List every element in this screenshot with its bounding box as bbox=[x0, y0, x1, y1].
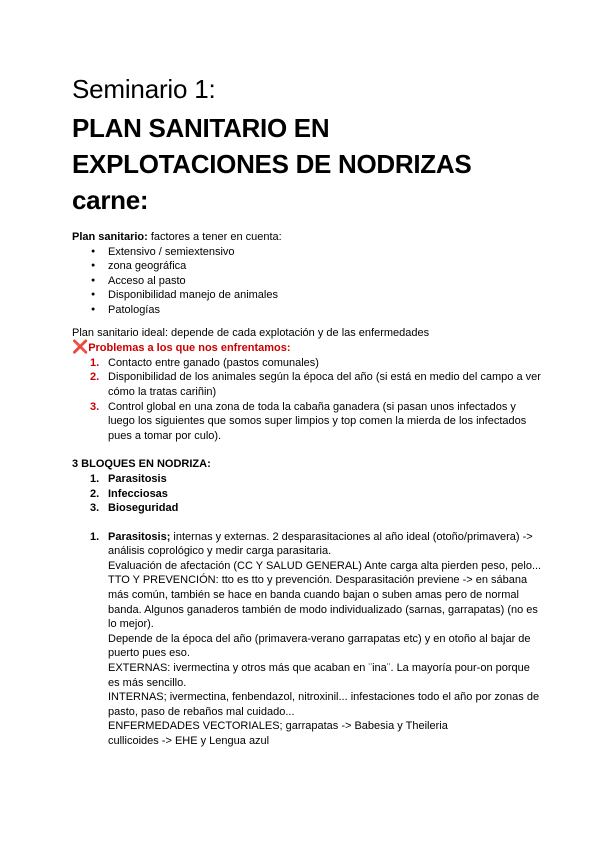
list-item-text: Contacto entre ganado (pastos comunales) bbox=[108, 356, 319, 369]
blocks-list bbox=[72, 472, 542, 516]
parasitosis-detail-list bbox=[72, 530, 542, 749]
list-number: 3. bbox=[90, 400, 100, 413]
cross-mark-icon: ❌ bbox=[72, 339, 89, 355]
title-line-3: carne: bbox=[72, 185, 149, 215]
plan-sanitario-text: factores a tener en cuenta: bbox=[147, 231, 282, 243]
list-item bbox=[72, 501, 542, 516]
list-number: 1. bbox=[90, 472, 100, 485]
list-number: 1. bbox=[90, 530, 100, 543]
list-item-text: Bioseguridad bbox=[108, 502, 179, 515]
list-item bbox=[72, 472, 542, 487]
title-line-1: PLAN SANITARIO EN bbox=[72, 113, 330, 143]
list-item-text: Disponibilidad de los animales según la época del año (si está en medio del campo a ver cómo la tratas cariñin) bbox=[108, 371, 541, 398]
document-title bbox=[72, 110, 552, 218]
list-item bbox=[72, 356, 542, 371]
parasitosis-intro-text: internas y externas. 2 desparasitaciones al año ideal (otoño/primavera) -> análisis coprológico y medir carga parasitaria. bbox=[108, 530, 533, 558]
list-item-text: Control global en una zona de toda la cabaña ganadera (si pasan unos infectados y luego los siguientes que somos super limpios y top comen la mierda de los infectados pues a tomar por culo). bbox=[108, 400, 527, 442]
parasitosis-label: Parasitosis; bbox=[108, 530, 171, 543]
list-item: ● Disponibilidad manejo de animales bbox=[108, 288, 542, 303]
list-item bbox=[72, 487, 542, 502]
detail-paragraph: INTERNAS; ivermectina, fenbendazol, nitroxinil... infestaciones todo el año por zonas de pasto, paso de rebaños mal cuidado... bbox=[108, 691, 540, 718]
detail-paragraph: Evaluación de afectación (CC Y SALUD GENERAL) Ante carga alta pierden peso, pelo... bbox=[108, 559, 542, 572]
factors-list bbox=[72, 245, 542, 318]
list-item bbox=[72, 370, 542, 399]
problems-heading bbox=[72, 340, 542, 356]
list-item bbox=[72, 400, 542, 444]
blocks-heading-text: 3 BLOQUES EN NODRIZA: bbox=[72, 458, 211, 471]
detail-paragraph: cullicoides -> EHE y Lengua azul bbox=[108, 735, 270, 747]
detail-paragraph: Depende de la época del año (primavera-verano garrapatas etc) y en otoño al bajar de puerto pues eso. bbox=[108, 632, 531, 660]
document-subtitle: Seminario 1: bbox=[72, 74, 216, 104]
document-body bbox=[72, 230, 542, 749]
list-item: ● Acceso al pasto bbox=[108, 274, 542, 289]
problems-list bbox=[72, 356, 542, 444]
list-number: 2. bbox=[90, 487, 100, 500]
list-item: ● zona geográfica bbox=[108, 259, 542, 274]
parasitosis-detail-item bbox=[72, 530, 542, 749]
plan-sanitario-paragraph bbox=[72, 230, 542, 245]
list-item-text: Parasitosis bbox=[108, 472, 167, 485]
list-number: 3. bbox=[90, 502, 100, 515]
plan-sanitario-label: Plan sanitario: bbox=[72, 231, 148, 243]
list-item: ● Patologías bbox=[108, 303, 542, 318]
detail-paragraph: TTO Y PREVENCIÓN: tto es tto y prevención. Desparasitación previene -> en sábana más común, también se hace en banda cuando bajan o suben amas pero de normal banda. Algunos ganaderos también de modo individualizado (sarnas, garrapatas) (no es lo mejor). bbox=[108, 574, 538, 631]
list-item: ● Extensivo / semiextensivo bbox=[108, 245, 542, 260]
list-item-text: Infecciosas bbox=[108, 487, 168, 500]
title-line-2: EXPLOTACIONES DE NODRIZAS bbox=[72, 149, 472, 179]
blocks-heading bbox=[72, 457, 542, 472]
detail-paragraph: ENFERMEDADES VECTORIALES; garrapatas -> Babesia y Theileria bbox=[108, 720, 448, 733]
problems-heading-text: Problemas a los que nos enfrentamos: bbox=[88, 342, 291, 355]
ideal-plan-paragraph: Plan sanitario ideal: depende de cada explotación y de las enfermedades bbox=[72, 326, 430, 339]
parasitosis-intro bbox=[108, 530, 542, 559]
detail-paragraph: EXTERNAS: ivermectina y otros más que acaban en ¨ina¨. La mayoría pour-on porque es más sencillo. bbox=[108, 662, 530, 689]
list-number: 1. bbox=[90, 356, 100, 369]
list-number: 2. bbox=[90, 371, 100, 384]
